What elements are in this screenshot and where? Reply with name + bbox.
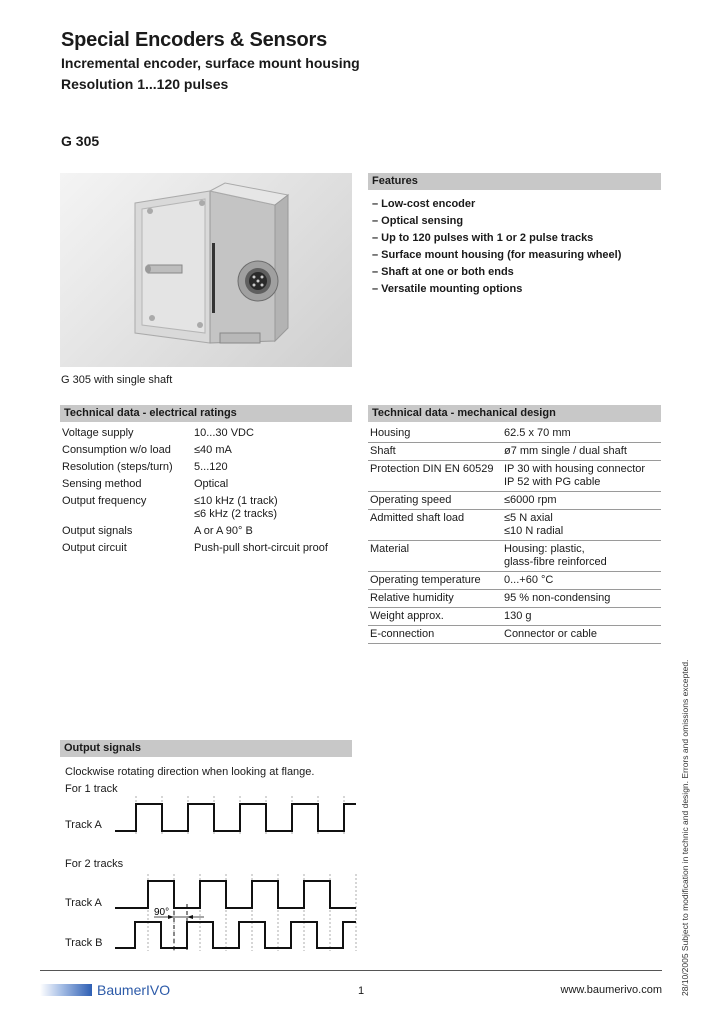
track-a-label-2: Track A [65, 897, 102, 909]
row-value-line: ≤10 kHz (1 track) [194, 495, 278, 507]
row-value-line: Housing: plastic, [504, 543, 585, 555]
row-label: Output frequency [62, 495, 147, 507]
row-value: 62.5 x 70 mm [502, 425, 661, 443]
row-value: ø7 mm single / dual shaft [502, 443, 661, 461]
table-row [60, 442, 352, 459]
track-a-label-1: Track A [65, 819, 102, 831]
row-value-line: ≤5 N axial [504, 512, 553, 524]
row-value: A or A 90° B [194, 525, 253, 537]
row-value [192, 493, 352, 523]
feature-item: – Low-cost encoder [372, 198, 476, 210]
row-label: E-connection [368, 626, 502, 644]
table-row [368, 626, 661, 644]
row-value-line: ≤10 N radial [504, 525, 564, 537]
phase-label: 90° [154, 907, 170, 918]
row-value: 10...30 VDC [194, 427, 254, 439]
electrical-table [60, 425, 352, 557]
subtitle-housing: Incremental encoder, surface mount housing [61, 55, 360, 71]
row-label: Voltage supply [62, 427, 134, 439]
row-value [502, 510, 661, 541]
table-row [368, 541, 661, 572]
brand-name: Baumer [97, 982, 147, 998]
table-row [368, 590, 661, 608]
row-label: Protection DIN EN 60529 [368, 461, 502, 492]
table-row [368, 492, 661, 510]
rotation-description: Clockwise rotating direction when looking at flange. [65, 766, 315, 778]
two-tracks-label: For 2 tracks [65, 858, 124, 870]
row-value: 0...+60 °C [502, 572, 661, 590]
footer-divider [40, 970, 662, 971]
electrical-heading: Technical data - electrical ratings [60, 405, 352, 422]
table-row [368, 425, 661, 443]
table-row [368, 510, 661, 541]
row-value: 5...120 [194, 461, 228, 473]
website-link[interactable]: www.baumerivo.com [560, 984, 662, 996]
diagram-gridlines [136, 796, 356, 951]
track-a-2-waveform [115, 881, 356, 908]
row-value [502, 461, 661, 492]
revision-note: 28/10/2005 Subject to modification in technic and design. Errors and omissions excepted. [680, 659, 690, 996]
feature-item: – Surface mount housing (for measuring wheel) [372, 249, 622, 261]
row-value: ≤40 mA [194, 444, 232, 456]
track-b-label: Track B [65, 937, 103, 949]
row-label: Shaft [368, 443, 502, 461]
table-row [60, 476, 352, 493]
row-value: 130 g [502, 608, 661, 626]
row-value-line: ≤6 kHz (2 tracks) [194, 508, 278, 520]
output-signals-heading: Output signals [60, 740, 352, 757]
feature-item: – Shaft at one or both ends [372, 266, 514, 278]
logo-text [97, 982, 170, 998]
row-label: Resolution (steps/turn) [62, 461, 173, 473]
row-label: Admitted shaft load [368, 510, 502, 541]
table-row [368, 608, 661, 626]
table-row [368, 572, 661, 590]
row-label: Operating speed [368, 492, 502, 510]
page-number: 1 [358, 985, 365, 997]
mechanical-heading: Technical data - mechanical design [368, 405, 661, 422]
mechanical-table [368, 425, 661, 644]
row-label: Housing [368, 425, 502, 443]
row-label: Weight approx. [368, 608, 502, 626]
row-value: Optical [194, 478, 229, 490]
row-value: ≤6000 rpm [502, 492, 661, 510]
pulse-diagram [110, 796, 360, 956]
subtitle-resolution: Resolution 1...120 pulses [61, 76, 229, 92]
table-row [60, 523, 352, 540]
feature-item: – Versatile mounting options [372, 283, 523, 295]
phase-arrow-right [187, 915, 193, 919]
brand-suffix: IVO [146, 982, 171, 998]
brand-logo [40, 980, 170, 1000]
features-heading: Features [368, 173, 661, 190]
row-label: Sensing method [62, 478, 142, 490]
track-a-1-waveform [115, 804, 356, 831]
row-value [502, 541, 661, 572]
logo-gradient-bar [40, 984, 92, 996]
row-value: Push-pull short-circuit proof [194, 542, 328, 554]
row-value: 95 % non-condensing [502, 590, 661, 608]
table-row [60, 459, 352, 476]
feature-item: – Optical sensing [372, 215, 464, 227]
encoder-illustration [60, 173, 352, 367]
row-value-line: IP 52 with PG cable [504, 476, 601, 488]
row-label: Relative humidity [368, 590, 502, 608]
row-label: Consumption w/o load [62, 444, 171, 456]
row-label: Operating temperature [368, 572, 502, 590]
table-row [60, 493, 352, 523]
one-track-label: For 1 track [65, 783, 118, 795]
track-b-waveform [115, 922, 356, 948]
table-row [60, 425, 352, 442]
features-list [372, 196, 621, 298]
product-photo [60, 173, 352, 367]
table-row [368, 461, 661, 492]
page-title: Special Encoders & Sensors [61, 29, 328, 51]
row-value: Connector or cable [502, 626, 661, 644]
row-label: Material [368, 541, 502, 572]
table-row [368, 443, 661, 461]
row-value-line: glass-fibre reinforced [504, 556, 607, 568]
feature-item: – Up to 120 pulses with 1 or 2 pulse tracks [372, 232, 594, 244]
row-label: Output circuit [62, 542, 127, 554]
row-label: Output signals [62, 525, 133, 537]
row-value-line: IP 30 with housing connector [504, 463, 646, 475]
model-number: G 305 [61, 133, 100, 149]
table-row [60, 540, 352, 557]
photo-caption: G 305 with single shaft [61, 374, 173, 386]
